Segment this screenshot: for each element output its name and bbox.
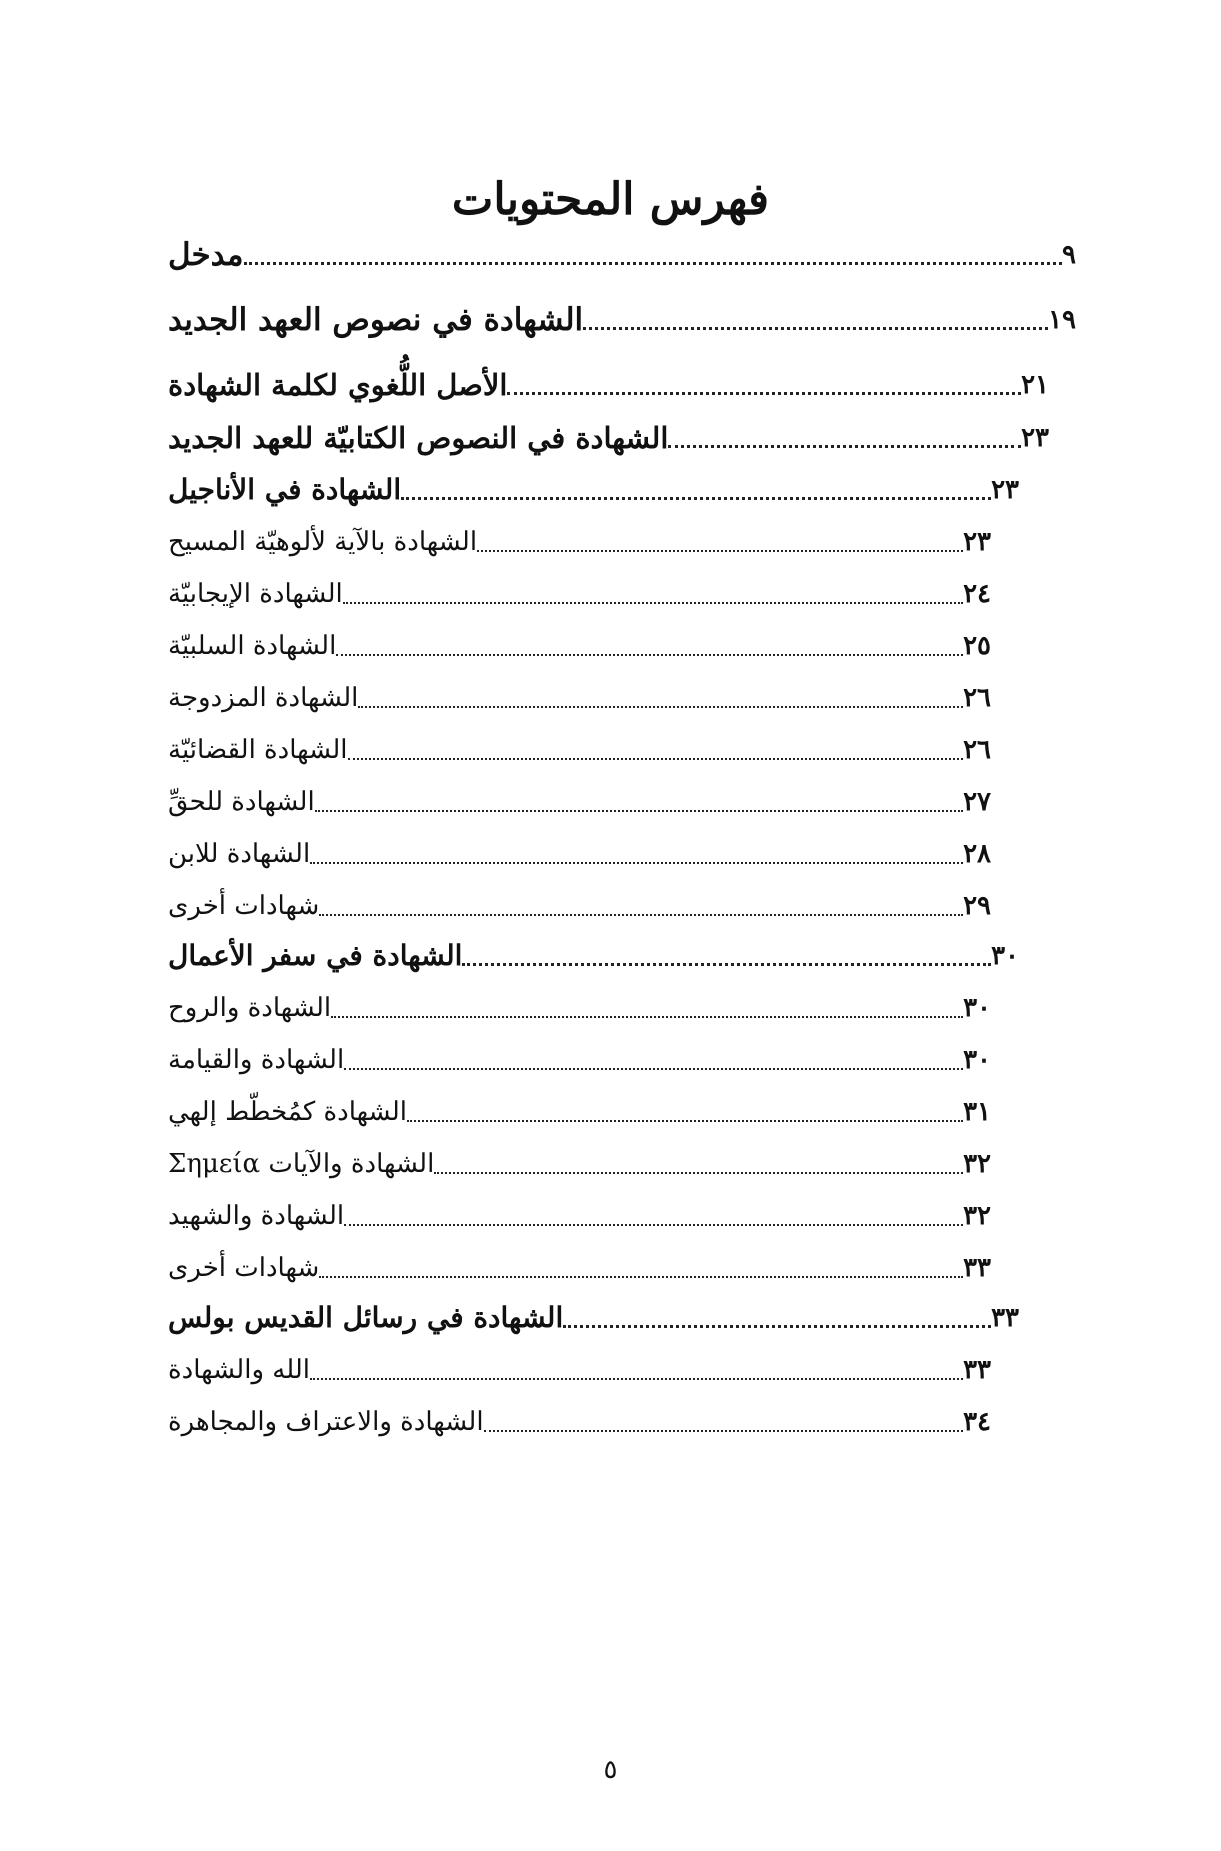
- toc-entry: [160, 1186, 995, 1236]
- toc-entry-page: ٣٤: [963, 1407, 991, 1437]
- toc-entry-page: ٢٣: [991, 475, 1019, 505]
- dot-leader: [563, 1325, 991, 1328]
- toc-entry-label: شهادات أخرى: [168, 891, 320, 921]
- dot-leader: [668, 445, 1021, 448]
- dot-leader: [315, 810, 963, 812]
- toc-entry-page: ٣٣: [963, 1253, 991, 1283]
- dot-leader: [344, 1068, 963, 1070]
- dot-leader: [583, 327, 1048, 330]
- toc-entry-page: ٢٤: [963, 579, 991, 609]
- toc-entry-page: ٢٨: [963, 839, 991, 869]
- dot-leader: [244, 262, 1063, 265]
- toc-entry-label: الشهادة والقيامة: [168, 1045, 345, 1075]
- toc-entry-page: ٣٢: [963, 1149, 991, 1179]
- dot-leader: [343, 602, 963, 604]
- toc-entry-label: الشهادة في النصوص الكتابيّة للعهد الجديد: [168, 421, 669, 455]
- toc-entry-page: ٣٠: [991, 941, 1019, 971]
- toc-entry: [160, 408, 1053, 458]
- toc-entry-page: ٣٢: [963, 1201, 991, 1231]
- toc-entry-label: الشهادة القضائيّة: [168, 735, 348, 765]
- toc-entry-label: الشهادة للابن: [168, 839, 311, 869]
- dot-leader: [434, 1172, 963, 1174]
- toc-entry-label: الشهادة والروح: [168, 993, 332, 1023]
- dot-leader: [310, 862, 963, 864]
- toc-entry: [160, 1288, 1023, 1338]
- toc-entry: [160, 1134, 995, 1184]
- toc-entry: [160, 290, 1080, 340]
- dot-leader: [319, 1276, 963, 1278]
- dot-leader: [407, 1120, 963, 1122]
- toc-entry: [160, 1392, 995, 1442]
- toc-entry: [160, 720, 995, 770]
- dot-leader: [462, 963, 991, 966]
- toc-entry-page: ٢٣: [963, 527, 991, 557]
- toc-entry-label: الشهادة المزدوجة: [168, 683, 359, 713]
- toc-entry: [160, 512, 995, 562]
- toc-entry-label: الشهادة السلبيّة: [168, 631, 337, 661]
- toc-entry-label: الأصل اللُّغوي لكلمة الشهادة: [168, 368, 508, 402]
- toc-entry-label: شهادات أخرى: [168, 1253, 320, 1283]
- toc-entry-label: الشهادة والشهيد: [168, 1201, 345, 1231]
- toc-entry-page: ٩: [1062, 240, 1076, 270]
- toc-entry: [160, 355, 1053, 405]
- toc-entry-label: الشهادة في رسائل القديس بولس: [168, 1301, 564, 1334]
- toc-entry-page: ٢١: [1021, 370, 1049, 400]
- toc-entry-page: ٣٠: [963, 1045, 991, 1075]
- toc-entry-page: ٢٥: [963, 631, 991, 661]
- toc-entry-label: الشهادة الإيجابيّة: [168, 579, 343, 609]
- toc-entry: [160, 1340, 995, 1390]
- toc-entry-label: الشهادة بالآية لألوهيّة المسيح: [168, 527, 478, 557]
- toc-entry-label: الشهادة في سفر الأعمال: [168, 939, 463, 972]
- dot-leader: [344, 1224, 963, 1226]
- dot-leader: [331, 1016, 963, 1018]
- toc-entry-page: ٣١: [963, 1097, 991, 1127]
- toc-entry: [160, 926, 1023, 976]
- toc-entry: [160, 225, 1080, 275]
- dot-leader: [477, 550, 963, 552]
- toc-entry: [160, 460, 1023, 510]
- table-of-contents: [160, 0, 1080, 1851]
- toc-entry: [160, 1082, 995, 1132]
- dot-leader: [507, 392, 1021, 395]
- toc-entry: [160, 876, 995, 926]
- toc-entry-page: ٢٩: [963, 891, 991, 921]
- toc-entry-label: الله والشهادة: [168, 1355, 310, 1385]
- dot-leader: [336, 654, 963, 656]
- toc-entry: [160, 616, 995, 666]
- toc-entry-label: الشهادة والآيات Σημεία: [168, 1149, 435, 1179]
- toc-entry-page: ٣٠: [963, 993, 991, 1023]
- toc-entry: [160, 564, 995, 614]
- toc-entry: [160, 824, 995, 874]
- toc-entry-label: مدخل: [168, 237, 244, 273]
- page-title: فهرس المحتويات: [451, 174, 770, 225]
- toc-entry-label: الشهادة في الأناجيل: [168, 473, 402, 506]
- toc-entry-page: ٣٣: [963, 1355, 991, 1385]
- toc-entry: [160, 1030, 995, 1080]
- toc-entry: [160, 978, 995, 1028]
- toc-entry: [160, 668, 995, 718]
- dot-leader: [319, 914, 963, 916]
- toc-entry-label: الشهادة للحقِّ: [168, 787, 315, 817]
- toc-entry: [160, 772, 995, 822]
- toc-entry-label: الشهادة والاعتراف والمجاهرة: [168, 1407, 484, 1437]
- toc-entry-page: ٢٧: [963, 787, 991, 817]
- toc-entry-page: ٢٣: [1021, 423, 1049, 453]
- dot-leader: [401, 497, 991, 500]
- dot-leader: [484, 1430, 963, 1432]
- dot-leader: [310, 1378, 963, 1380]
- toc-entry: [160, 1238, 995, 1288]
- dot-leader: [358, 706, 963, 708]
- dot-leader: [348, 758, 964, 760]
- page-number: ٥: [603, 1755, 618, 1785]
- toc-entry-page: ٢٦: [963, 735, 991, 765]
- toc-entry-page: ٢٦: [963, 683, 991, 713]
- toc-entry-label: الشهادة كمُخطّط إلهي: [168, 1097, 407, 1127]
- toc-entry-page: ١٩: [1048, 305, 1076, 335]
- toc-entry-label: الشهادة في نصوص العهد الجديد: [168, 302, 584, 338]
- toc-entry-page: ٣٣: [991, 1303, 1019, 1333]
